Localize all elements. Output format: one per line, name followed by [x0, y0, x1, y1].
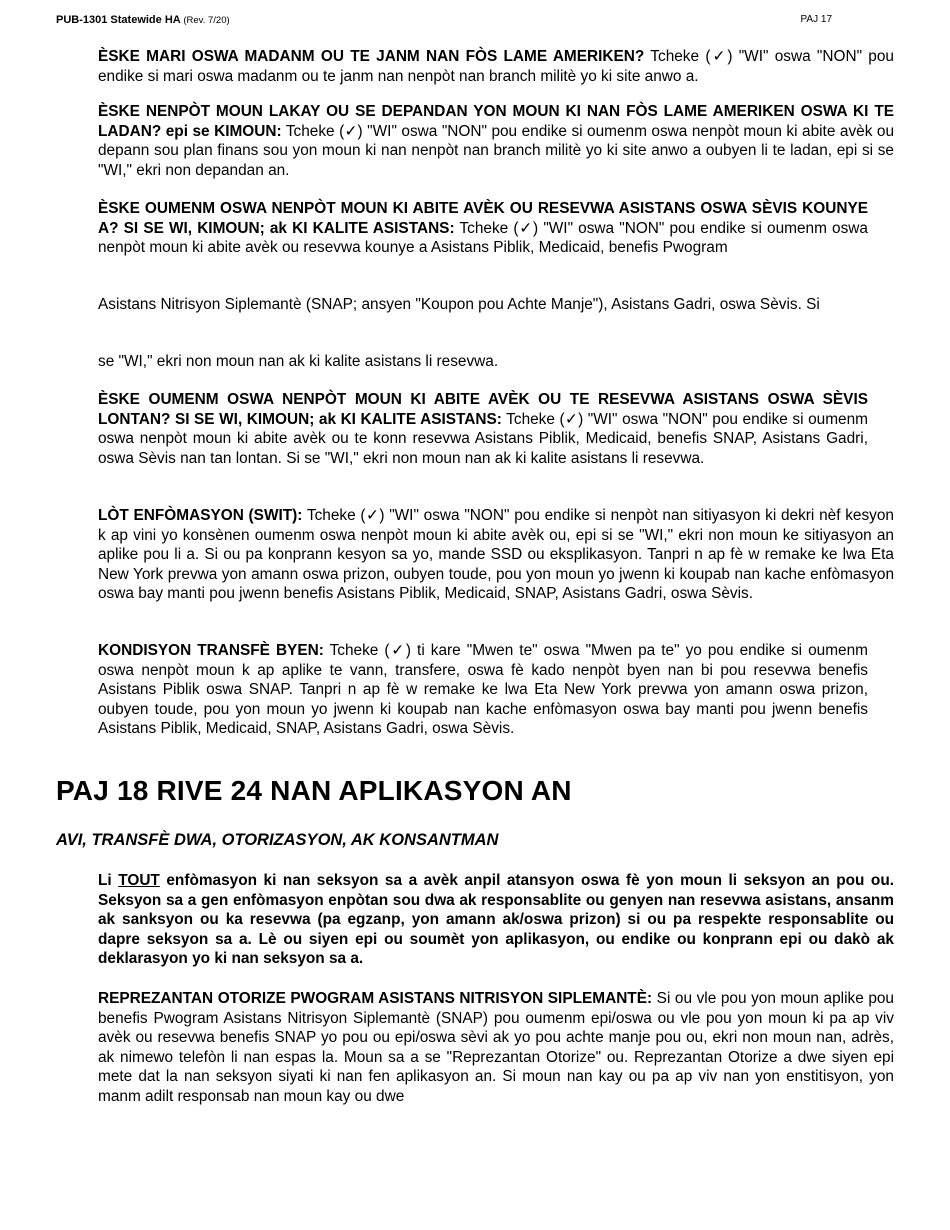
paragraph-heading: ÈSKE MARI OSWA MADANM OU TE JANM NAN FÒS LAME AMERIKEN? — [98, 48, 645, 65]
paragraph-text: Tcheke (✓) ti kare "Mwen te" oswa "Mwen pa te" yo pou endike si oumenm oswa nenpòt moun k ap aplike te vann, transfere, oswa fè kado nenpòt byen nan bi pou resevwa benefis Asistans Piblik oswa SNAP. Tanpri n ap fè w remake ke lwa Eta New York prevwa yon amann oswa prizon, oubyen toude, pou yon moun yo jwenn ki koupab nan kache enfòmasyon oswa bay manti pou jwenn benefis Asistans Piblik, Medicaid, SNAP, Asistans Gadri, oswa Sèvis. — [98, 642, 868, 737]
notice-text-start: Li — [98, 872, 119, 889]
page-number: PAJ 17 — [800, 14, 832, 25]
paragraph-past-assistance — [98, 390, 868, 468]
page-header — [56, 14, 894, 30]
paragraph-property-transfer — [98, 641, 868, 739]
paragraph-text: Tcheke (✓) "WI" oswa "NON" pou endike si nenpòt nan sitiyasyon ki dekri nèf kesyon k ap vini yo konsènen oumenm oswa nenpòt moun ki abite avèk ou, epi si se "WI," ekri non moun ke sitiyasyon an aplike pou li a. Si ou pa konprann kesyon sa yo, mande SSD ou eksplikasyon. Tanpri n ap fè w remake ke lwa Eta New York prevwa yon amann oswa prizon, oubyen toude, pou yon moun yo jwenn ki koupab nan kache enfòmasyon oswa bay manti pou jwenn benefis Asistans Piblik, Medicaid, SNAP, Asistans Gadri, oswa Sèvis. — [98, 507, 894, 602]
paragraph-text: Tcheke (✓) "WI" oswa "NON" pou endike si oumenm oswa nenpòt moun ki abite avèk ou depann sou plan finans sou yon moun ki nan nenpòt nan branch militè yo ki site anwo a oubyen li te ladan, epi si se "WI," ekri non depandan an. — [98, 122, 895, 179]
notice-emphasis: TOUT — [118, 872, 160, 889]
paragraph-heading: KONDISYON TRANSFÈ BYEN: — [98, 642, 324, 659]
paragraph-dependent-military — [98, 102, 894, 180]
paragraph-text: se "WI," ekri non moun nan ak ki kalite asistans li resevwa. — [98, 353, 499, 370]
paragraph-heading: REPREZANTAN OTORIZE PWOGRAM ASISTANS NITRISYON SIPLEMANTÈ: — [98, 990, 653, 1007]
revision-date: (Rev. 7/20) — [183, 15, 230, 26]
paragraph-text: Asistans Nitrisyon Siplemantè (SNAP; ansyen "Koupon pou Achte Manje"), Asistans Gadri, oswa Sèvis. Si — [98, 296, 820, 313]
form-id: PUB-1301 Statewide HA (Rev. 7/20) — [56, 14, 230, 26]
paragraph-heading: ÈSKE NENPÒT MOUN LAKAY OU SE DEPANDAN YON MOUN KI NAN FÒS LAME AMERIKEN OSWA KI TE LADAN? epi se KIMOUN: — [98, 103, 894, 140]
paragraph-authorized-representative — [98, 989, 894, 1106]
paragraph-text: Tcheke (✓) "WI" oswa "NON" pou endike si mari oswa madanm ou te janm nan nenpòt nan branch militè yo ki site anwo a. — [98, 48, 894, 85]
paragraph-text: Tcheke (✓) "WI" oswa "NON" pou endike si oumenm oswa nenpòt moun ki abite avèk ou resevwa kounye a Asistans Piblik, Medicaid, benefis Pwogram — [98, 219, 868, 256]
paragraph-write-name — [98, 352, 894, 372]
paragraph-other-information — [98, 506, 894, 604]
paragraph-snap-note — [98, 295, 894, 315]
paragraph-text: Si ou vle pou yon moun aplike pou benefis Pwogram Asistans Nitrisyon Siplemantè (SNAP) pou oumenm epi/oswa ou vle pou yon moun ki pa ap viv avèk ou resevwa benefis SNAP yo pou ou epi/oswa sèvi ak yo pou achte manje pou ou, ekri non moun nan, adrès, ak nimewo telefòn li nan espas la. Moun sa a se "Reprezantan Otorize" ou. Reprezantan Otorize a dwe siyen epi mete dat la nan seksyon siyati ki nan fen aplikasyon an. Si moun nan kay ou pa ap viv nan yon enstitisyon, yon manm adilt responsab nan moun kay ou dwe — [98, 990, 894, 1105]
paragraph-heading: ÈSKE OUMENM OSWA NENPÒT MOUN KI ABITE AVÈK OU RESEVWA ASISTANS OSWA SÈVIS KOUNYE A? SI SE WI, KIMOUN; ak KI KALITE ASISTANS: — [98, 200, 868, 237]
paragraph-heading: LÒT ENFÒMASYON (SWIT): — [98, 507, 303, 524]
notice-text: enfòmasyon ki nan seksyon sa a avèk anpil atansyon oswa fè yon moun li seksyon an pou ou. Seksyon sa a gen enfòmasyon enpòtan sou dwa ak responsablite ou genyen nan resevwa asistans, ansanm ak sanksyon ou ka resevwa (pa egzanp, yon amann ak/oswa prizon) si ou pa respekte responsablite ou dapre seksyon sa a. Lè ou siyen epi ou soumèt yon aplikasyon, ou endike ou konprann epi ou dakò ak deklarasyon yo ki nan seksyon sa a. — [98, 872, 894, 967]
paragraph-text: Tcheke (✓) "WI" oswa "NON" pou endike si oumenm oswa nenpòt moun ki abite avèk ou te konn resevwa Asistans Piblik, Medicaid, benefis SNAP, Asistans Gadri, oswa Sèvis nan tan lontan. Si se "WI," ekri non moun nan ak ki kalite asistans li resevwa. — [98, 410, 868, 467]
section-title: PAJ 18 RIVE 24 NAN APLIKASYON AN — [56, 775, 572, 806]
paragraph-read-all-notice — [98, 871, 894, 969]
section-subtitle: AVI, TRANSFÈ DWA, OTORIZASYON, AK KONSANTMAN — [56, 831, 499, 849]
paragraph-heading: ÈSKE OUMENM OSWA NENPÒT MOUN KI ABITE AVÈK OU TE RESEVWA ASISTANS OSWA SÈVIS LONTAN? SI SE WI, KIMOUN; ak KI KALITE ASISTANS: — [98, 391, 868, 428]
paragraph-spouse-military — [98, 47, 894, 86]
paragraph-current-assistance — [98, 199, 868, 258]
